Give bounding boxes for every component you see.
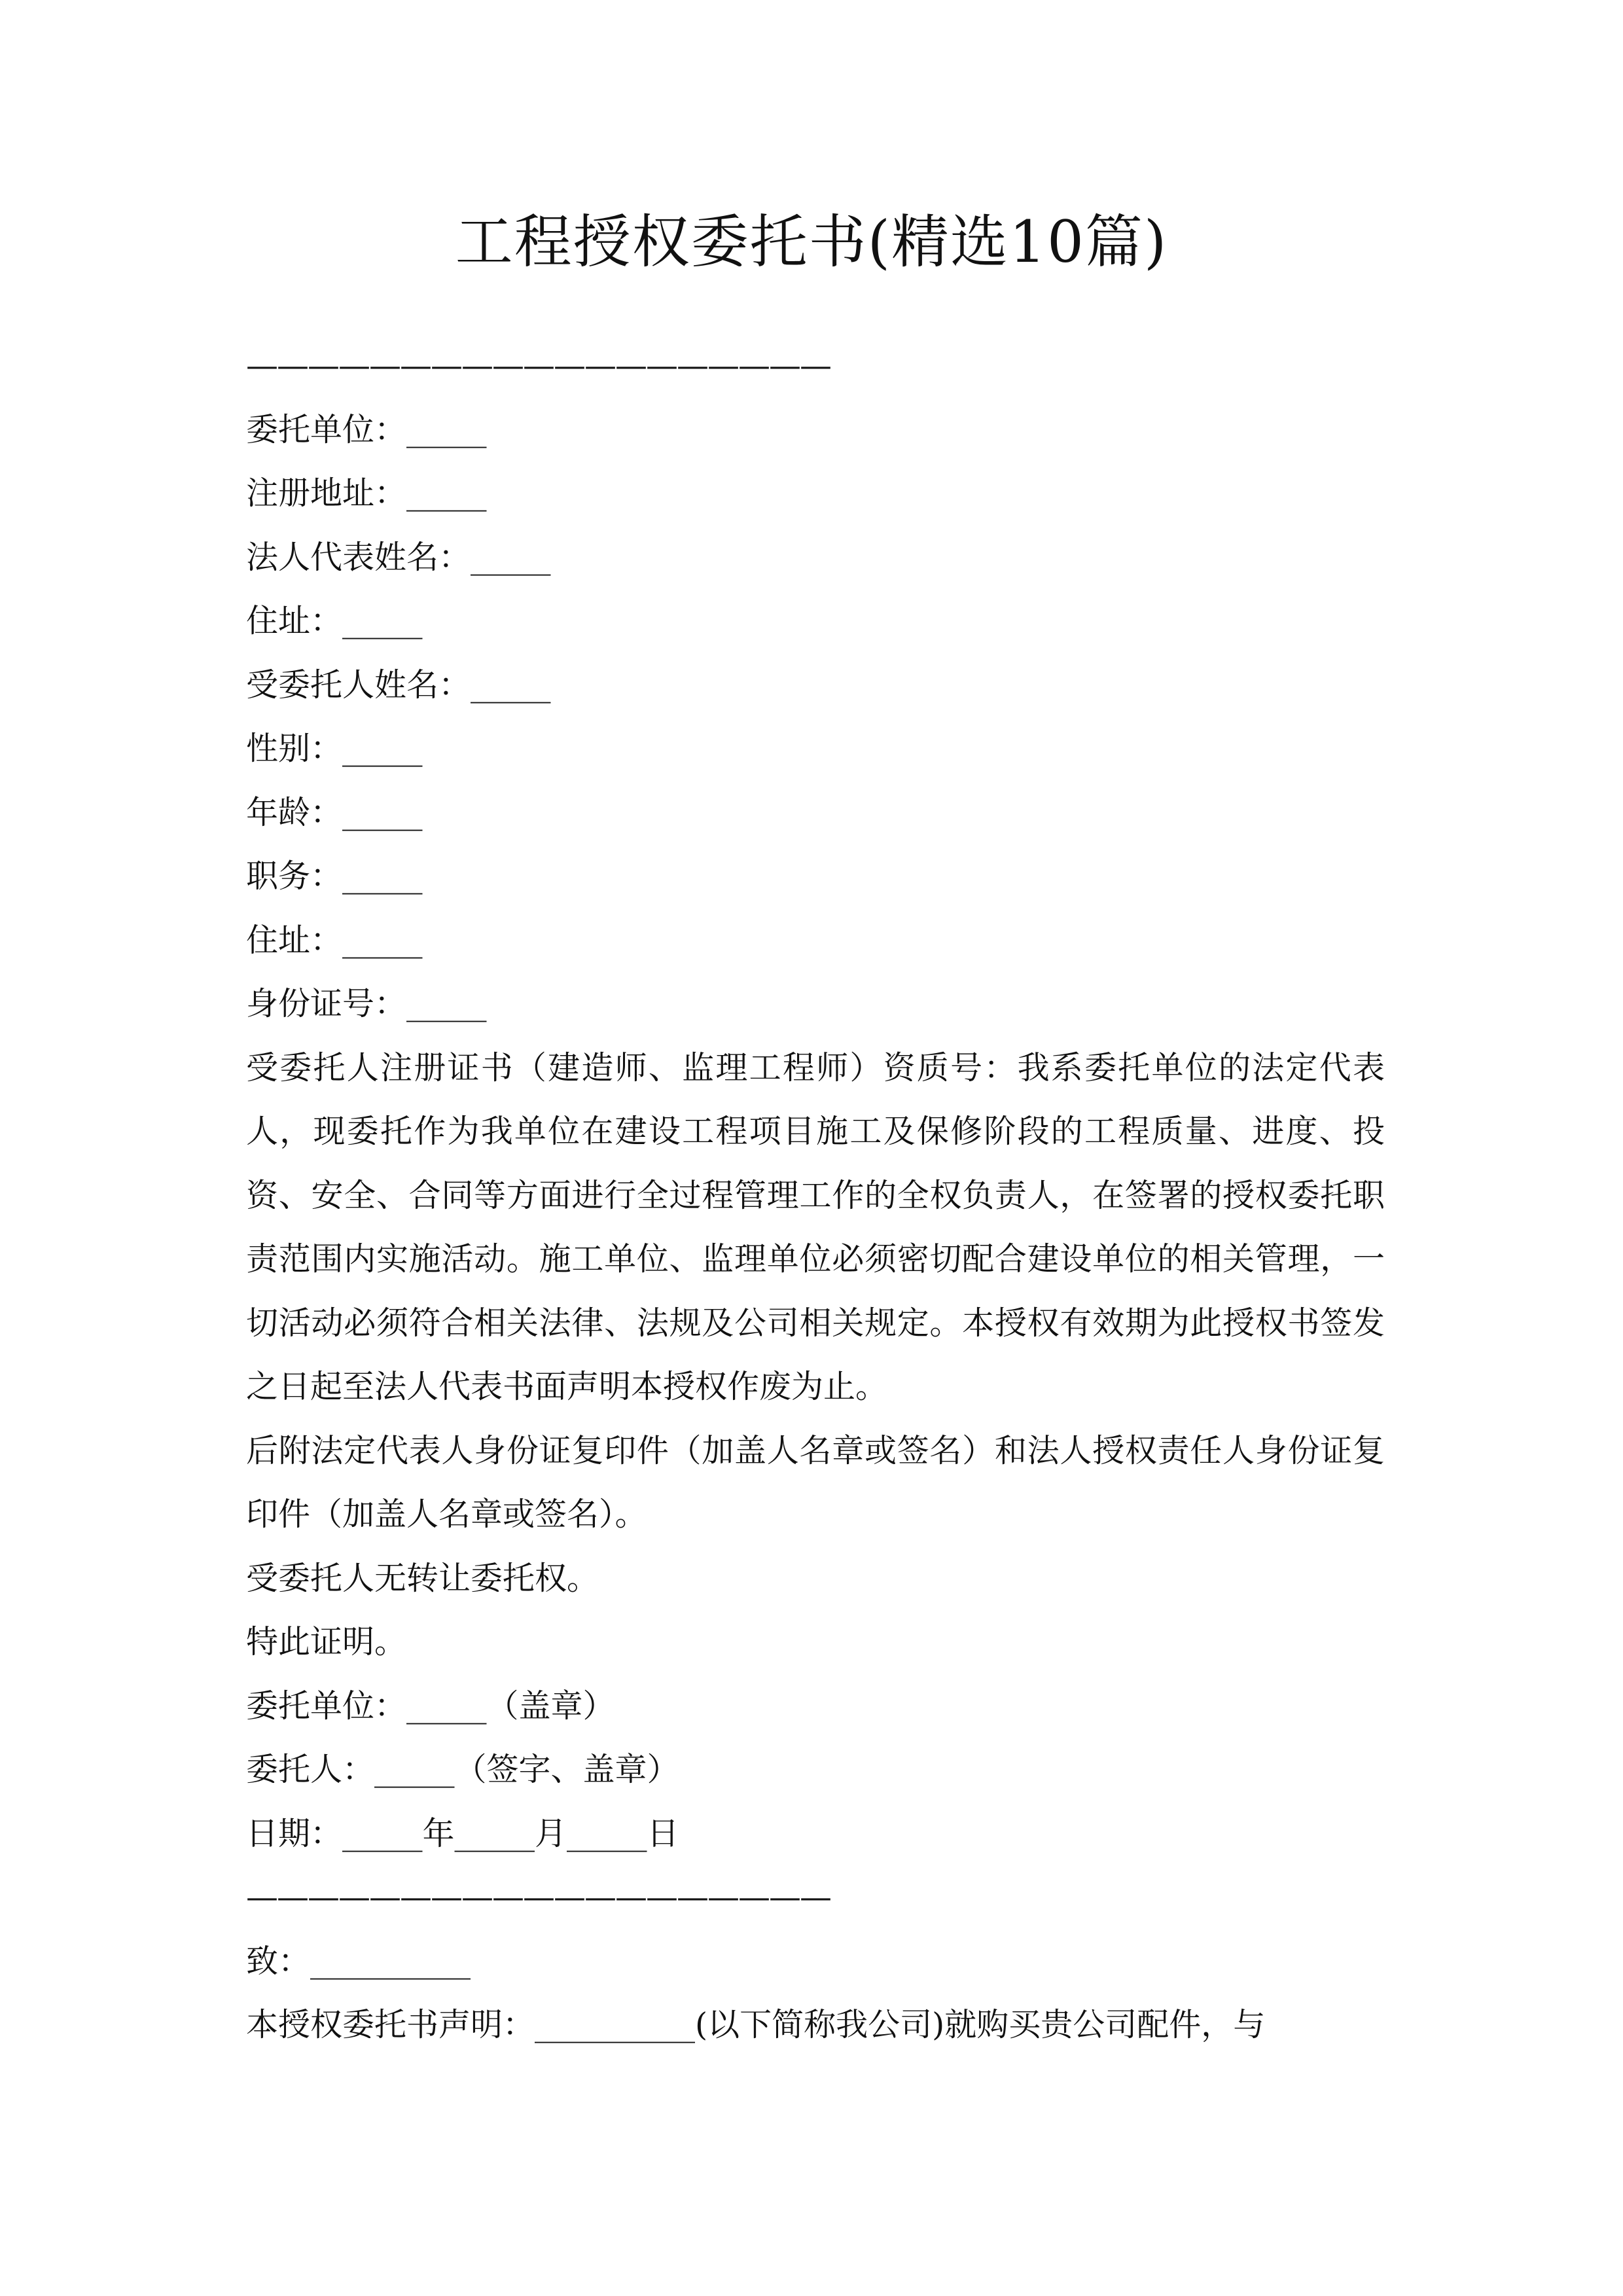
signature-principal: 委托人：_____（签字、盖章） — [246, 1751, 679, 1788]
line-no-transfer: 受委托人无转让委托权。 — [246, 1559, 599, 1597]
field-trustee-address: 住址：_____ — [246, 921, 423, 959]
field-address: 住址：_____ — [246, 602, 423, 639]
field-registered-address: 注册地址：_____ — [246, 475, 487, 512]
field-entrusting-unit: 委托单位：_____ — [246, 410, 487, 448]
field-age: 年龄：_____ — [246, 793, 423, 831]
signature-unit-seal: 委托单位：_____（盖章） — [246, 1687, 615, 1725]
addressee-line: 致：__________ — [246, 1942, 471, 1980]
field-trustee-name: 受委托人姓名：_____ — [246, 666, 551, 704]
field-position: 职务：_____ — [246, 857, 423, 895]
field-id-number: 身份证号：_____ — [246, 985, 487, 1022]
line-hereby-certify: 特此证明。 — [246, 1623, 407, 1660]
document-title: 工程授权委托书(精选10篇) — [455, 208, 1168, 276]
paragraph-declaration: 本授权委托书声明：__________(以下简称我公司)就购买贵公司配件，与 — [246, 2006, 1266, 2043]
field-gender: 性别：_____ — [246, 730, 423, 767]
signature-date: 日期：_____年_____月_____日 — [246, 1814, 679, 1852]
document-body — [246, 334, 1385, 2057]
paragraph-authorization: 受委托人注册证书（建造师、监理工程师）资质号：我系委托单位的法定代表人，现委托作为我单位在建设工程项目施工及保修阶段的工程质量、进度、投资、安全、合同等方面进行全过程管理工作的全权负责人，在签署的授权委托职责范围内实施活动。施工单位、监理单位必须密切配合建设单位的相关管理，一切活动必须符合相关法律、法规及公司相关规定。本授权有效期为此授权书签发之日起至法人代表书面声明本授权作废为止。 — [246, 1049, 1385, 1405]
paragraph-attachments: 后附法定代表人身份证复印件（加盖人名章或签名）和法人授权责任人身份证复印件（加盖人名章或签名）。 — [246, 1431, 1385, 1533]
field-legal-rep-name: 法人代表姓名：_____ — [246, 538, 551, 576]
divider-line: ——————————————————— — [246, 347, 830, 384]
divider-line: ——————————————————— — [246, 1878, 830, 1916]
